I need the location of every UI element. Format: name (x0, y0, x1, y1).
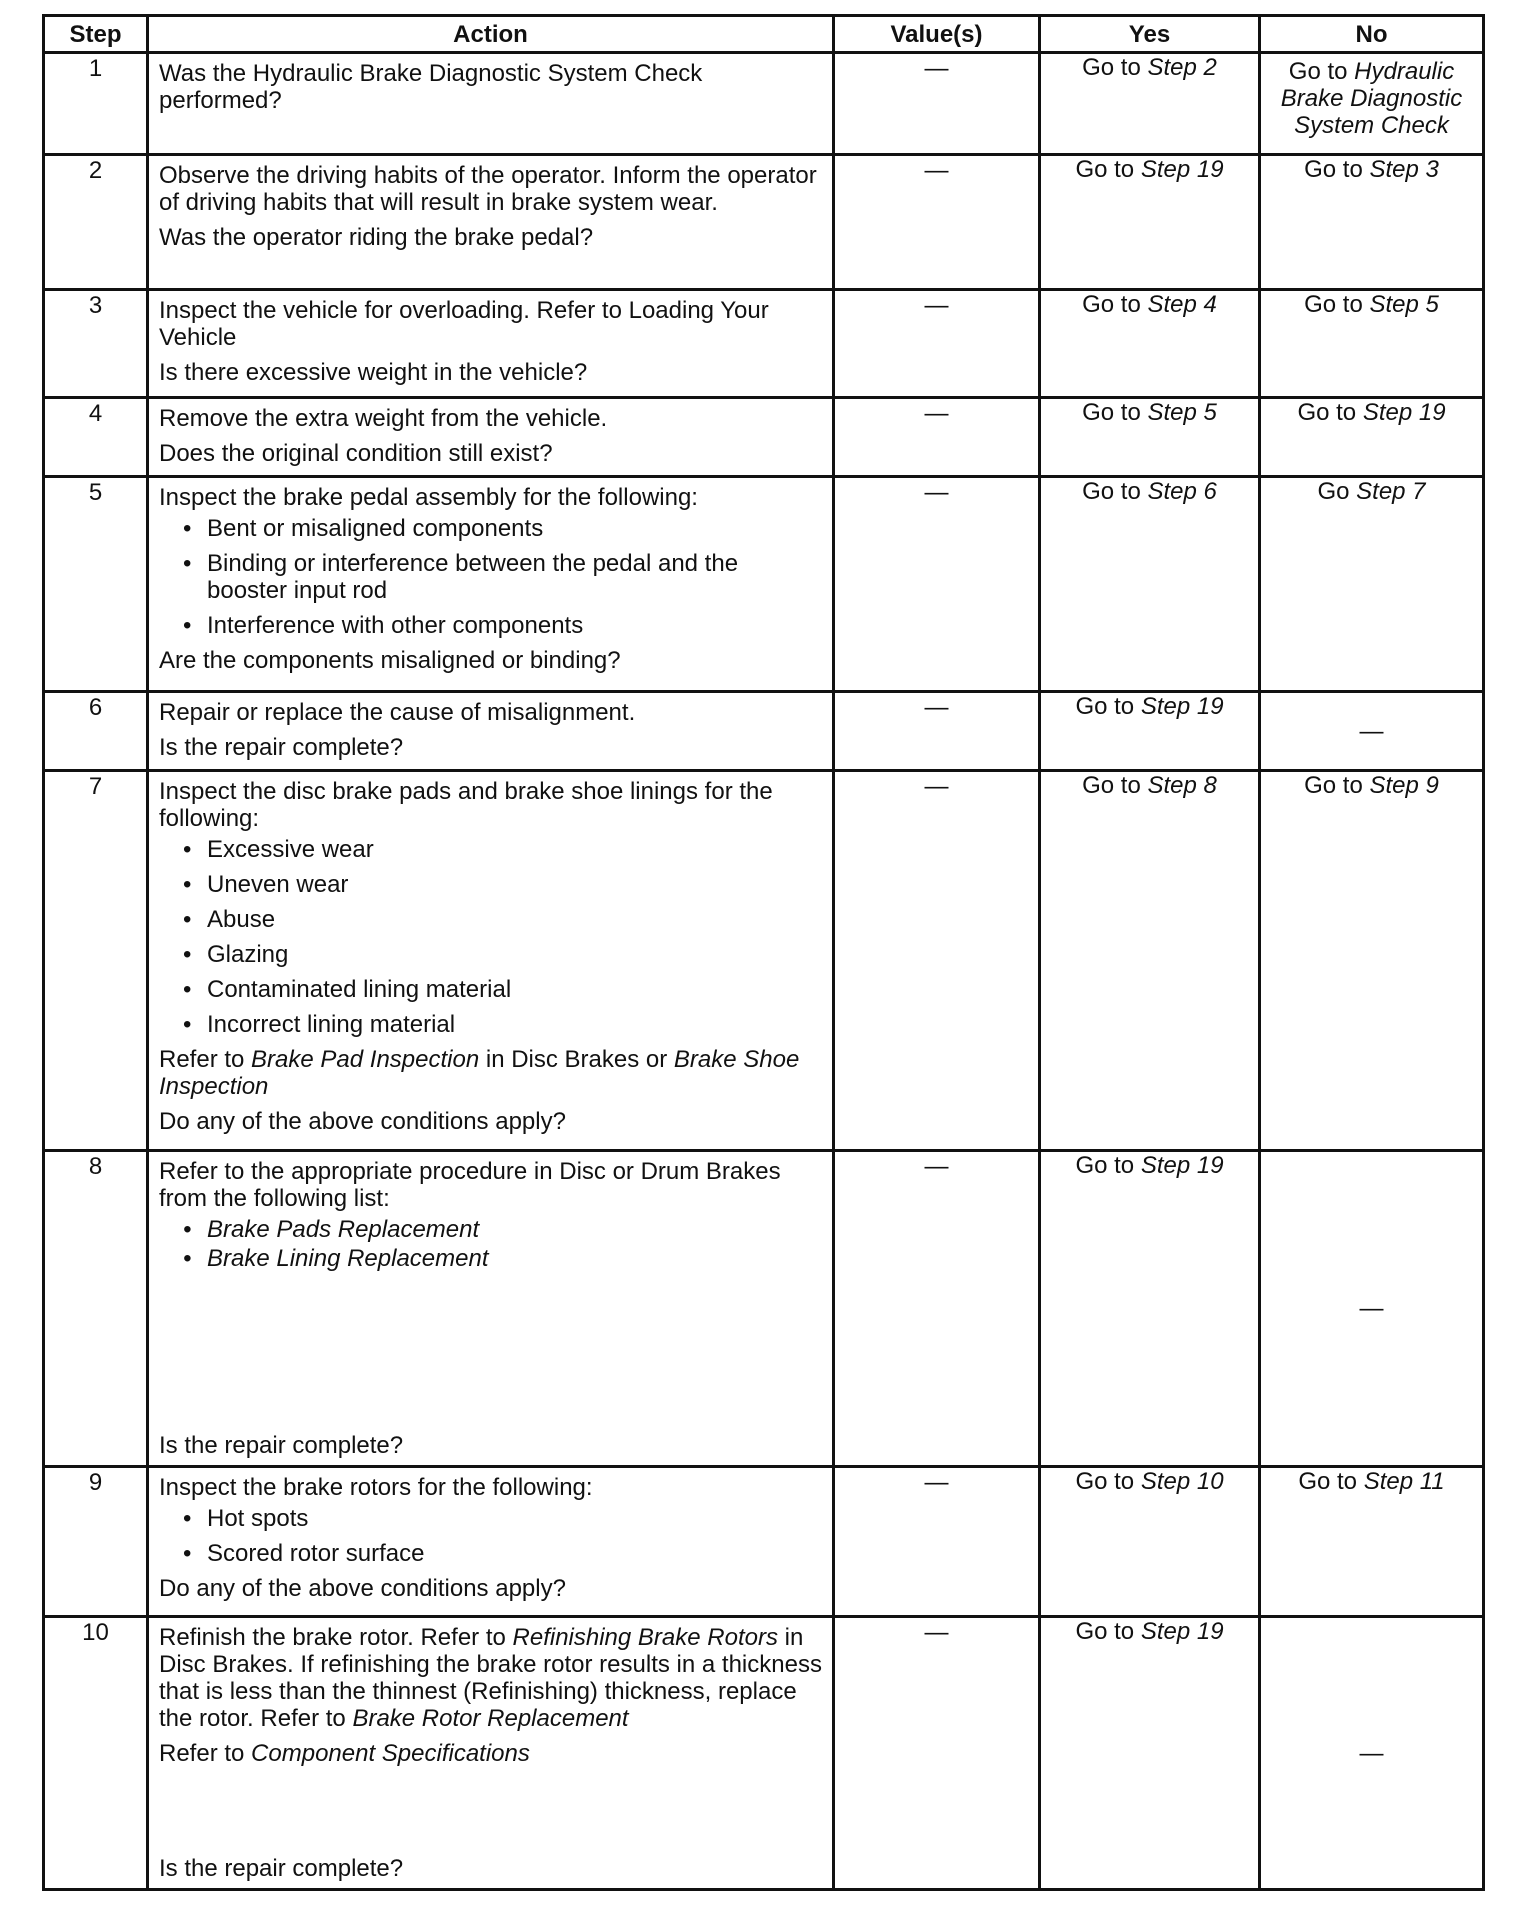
refer-prefix: Refer to (159, 1046, 245, 1073)
yes-cell (1040, 692, 1260, 771)
bullet-list (159, 1216, 822, 1272)
no-prefix: Go to (1298, 1468, 1358, 1495)
no-cell (1260, 155, 1484, 290)
no-target: Step 7 (1356, 478, 1426, 505)
no-prefix: Go to (1297, 399, 1357, 426)
yes-target: Step 6 (1147, 478, 1217, 505)
list-item: • Scored rotor surface (183, 1540, 822, 1567)
refer-link-component-specifications: Component Specifications (251, 1740, 530, 1767)
yes-prefix: Go to (1075, 1618, 1135, 1645)
table-row (44, 398, 1484, 477)
list-item: • Binding or interference between the pedal and the booster input rod (183, 550, 822, 604)
value-cell (834, 692, 1040, 771)
refer-link-refinishing-brake-rotors: Refinishing Brake Rotors (512, 1624, 778, 1651)
value-dash: — (924, 292, 949, 319)
value-cell (834, 398, 1040, 477)
yes-prefix: Go to (1075, 693, 1135, 720)
action-cell (148, 398, 834, 477)
action-text: Observe the driving habits of the operator. Inform the operator of driving habits that will result in brake system wear. (159, 162, 817, 216)
step-number: 10 (44, 1617, 148, 1890)
refer-link-brake-shoe-inspection: Brake Shoe Inspection (159, 1046, 800, 1100)
value-cell (834, 1151, 1040, 1467)
value-dash: — (924, 400, 949, 427)
step-number: 3 (44, 290, 148, 398)
yes-target: Step 10 (1140, 1468, 1224, 1495)
action-cell (148, 53, 834, 155)
yes-cell (1040, 1617, 1260, 1890)
table-row (44, 1151, 1484, 1467)
yes-prefix: Go to (1082, 478, 1141, 505)
table-row (44, 155, 1484, 290)
yes-target: Step 19 (1140, 1618, 1224, 1645)
value-cell (834, 477, 1040, 692)
yes-target: Step 4 (1147, 291, 1217, 318)
no-target: Step 5 (1369, 291, 1439, 318)
table-row (44, 477, 1484, 692)
value-cell (834, 1617, 1040, 1890)
no-prefix: Go to (1304, 291, 1363, 318)
list-item: • Incorrect lining material (183, 1011, 822, 1038)
action-question: Do any of the above conditions apply? (159, 1575, 566, 1602)
action-text: Inspect the vehicle for overloading. Refer to Loading Your Vehicle (159, 297, 769, 351)
action-text: Remove the extra weight from the vehicle. (159, 405, 608, 432)
table-row (44, 771, 1484, 1151)
action-question: Do any of the above conditions apply? (159, 1108, 566, 1135)
step-number: 5 (44, 477, 148, 692)
yes-target: Step 5 (1147, 399, 1217, 426)
no-cell (1260, 1617, 1484, 1890)
step-number: 1 (44, 53, 148, 155)
value-dash: — (924, 55, 949, 82)
action-text (159, 1624, 822, 1732)
step-number: 2 (44, 155, 148, 290)
refer-link-brake-pad-inspection: Brake Pad Inspection (251, 1046, 480, 1073)
action-question: Was the operator riding the brake pedal? (159, 224, 594, 251)
yes-prefix: Go to (1082, 399, 1141, 426)
bullet-list (159, 515, 822, 639)
step-number: 6 (44, 692, 148, 771)
no-target: Step 19 (1362, 399, 1446, 426)
value-cell (834, 290, 1040, 398)
list-item: • Hot spots (183, 1505, 822, 1532)
yes-prefix: Go to (1082, 291, 1141, 318)
value-dash: — (924, 773, 949, 800)
no-cell (1260, 53, 1484, 155)
action-cell (148, 692, 834, 771)
list-item: • Brake Pads Replacement (183, 1216, 822, 1243)
no-target: Step 11 (1363, 1468, 1445, 1495)
action-text-b: in Disc Brakes. If refinishing the brake rotor results in a thickness that is less than the thinnest (Refinishing) thickness, replace the rotor. Refer to (159, 1624, 822, 1732)
yes-cell (1040, 290, 1260, 398)
table-row (44, 53, 1484, 155)
no-prefix: Go to (1304, 156, 1363, 183)
action-text: Was the Hydraulic Brake Diagnostic System Check performed? (159, 60, 703, 114)
header-step: Step (44, 16, 148, 53)
value-dash: — (924, 1469, 949, 1496)
table-row (44, 1467, 1484, 1617)
action-text: Inspect the disc brake pads and brake shoe linings for the following: (159, 778, 773, 832)
action-question: Is the repair complete? (159, 734, 404, 761)
list-item: • Abuse (183, 906, 822, 933)
no-cell (1260, 1151, 1484, 1467)
value-dash: — (924, 1619, 949, 1646)
yes-cell (1040, 155, 1260, 290)
action-cell (148, 290, 834, 398)
value-cell (834, 771, 1040, 1151)
table-header-row (44, 16, 1484, 53)
action-text: Repair or replace the cause of misalignment. (159, 699, 636, 726)
no-target: Step 9 (1369, 772, 1439, 799)
no-prefix: Go to (1304, 772, 1363, 799)
value-cell (834, 155, 1040, 290)
no-cell (1260, 692, 1484, 771)
yes-target: Step 2 (1147, 54, 1217, 81)
action-cell (148, 1151, 834, 1467)
yes-target: Step 19 (1140, 156, 1224, 183)
action-text: Inspect the brake pedal assembly for the following: (159, 484, 698, 511)
value-dash: — (924, 1153, 949, 1180)
yes-cell (1040, 53, 1260, 155)
yes-cell (1040, 1151, 1260, 1467)
yes-prefix: Go to (1075, 1468, 1135, 1495)
value-dash: — (924, 157, 949, 184)
list-item: • Brake Lining Replacement (183, 1245, 822, 1272)
action-question: Does the original condition still exist? (159, 440, 553, 467)
step-number: 9 (44, 1467, 148, 1617)
value-cell (834, 1467, 1040, 1617)
table-row (44, 290, 1484, 398)
header-values: Value(s) (834, 16, 1040, 53)
list-item: • Uneven wear (183, 871, 822, 898)
no-cell (1260, 477, 1484, 692)
refer-text (159, 1046, 822, 1100)
header-no: No (1260, 16, 1484, 53)
yes-target: Step 19 (1140, 1152, 1224, 1179)
step-number: 4 (44, 398, 148, 477)
action-question: Is the repair complete? (159, 1432, 404, 1459)
bullet-list (159, 1505, 822, 1567)
list-item: • Bent or misaligned components (183, 515, 822, 542)
action-text-a: Refinish the brake rotor. Refer to (159, 1624, 506, 1651)
yes-cell (1040, 1467, 1260, 1617)
list-item: • Interference with other components (183, 612, 822, 639)
yes-cell (1040, 398, 1260, 477)
action-question: Are the components misaligned or binding? (159, 647, 621, 674)
yes-prefix: Go to (1075, 156, 1135, 183)
refer-prefix: Refer to (159, 1740, 245, 1767)
list-item: • Contaminated lining material (183, 976, 822, 1003)
no-cell (1260, 398, 1484, 477)
value-cell (834, 53, 1040, 155)
action-cell (148, 477, 834, 692)
yes-prefix: Go to (1082, 54, 1141, 81)
action-cell (148, 155, 834, 290)
yes-cell (1040, 477, 1260, 692)
refer-text (159, 1740, 822, 1767)
action-cell (148, 1467, 834, 1617)
action-question: Is the repair complete? (159, 1855, 404, 1882)
diagnostic-table (42, 14, 1485, 1891)
action-text: Refer to the appropriate procedure in Disc or Drum Brakes from the following list: (159, 1158, 781, 1212)
no-dash: — (1359, 717, 1384, 745)
no-dash: — (1359, 1739, 1384, 1767)
yes-prefix: Go to (1082, 772, 1141, 799)
no-cell (1260, 771, 1484, 1151)
list-item: • Glazing (183, 941, 822, 968)
table-row (44, 692, 1484, 771)
table-row (44, 1617, 1484, 1890)
action-cell (148, 1617, 834, 1890)
value-dash: — (924, 694, 949, 721)
yes-cell (1040, 771, 1260, 1151)
header-yes: Yes (1040, 16, 1260, 53)
step-number: 7 (44, 771, 148, 1151)
action-text: Inspect the brake rotors for the following: (159, 1474, 593, 1501)
yes-prefix: Go to (1075, 1152, 1135, 1179)
action-question: Is there excessive weight in the vehicle? (159, 359, 588, 386)
refer-link-brake-rotor-replacement: Brake Rotor Replacement (352, 1705, 629, 1732)
no-target: Step 3 (1369, 156, 1439, 183)
no-prefix: Go (1317, 478, 1350, 505)
value-dash: — (924, 479, 949, 506)
no-cell (1260, 290, 1484, 398)
action-cell (148, 771, 834, 1151)
header-action: Action (148, 16, 834, 53)
no-cell (1260, 1467, 1484, 1617)
no-target: Hydraulic Brake Diagnostic System Check (1280, 58, 1463, 139)
yes-target: Step 8 (1147, 772, 1217, 799)
bullet-list (159, 836, 822, 1038)
refer-mid: in Disc Brakes or (485, 1046, 668, 1073)
no-prefix: Go to (1288, 58, 1348, 85)
yes-target: Step 19 (1140, 693, 1224, 720)
list-item: • Excessive wear (183, 836, 822, 863)
step-number: 8 (44, 1151, 148, 1467)
no-dash: — (1359, 1295, 1384, 1322)
